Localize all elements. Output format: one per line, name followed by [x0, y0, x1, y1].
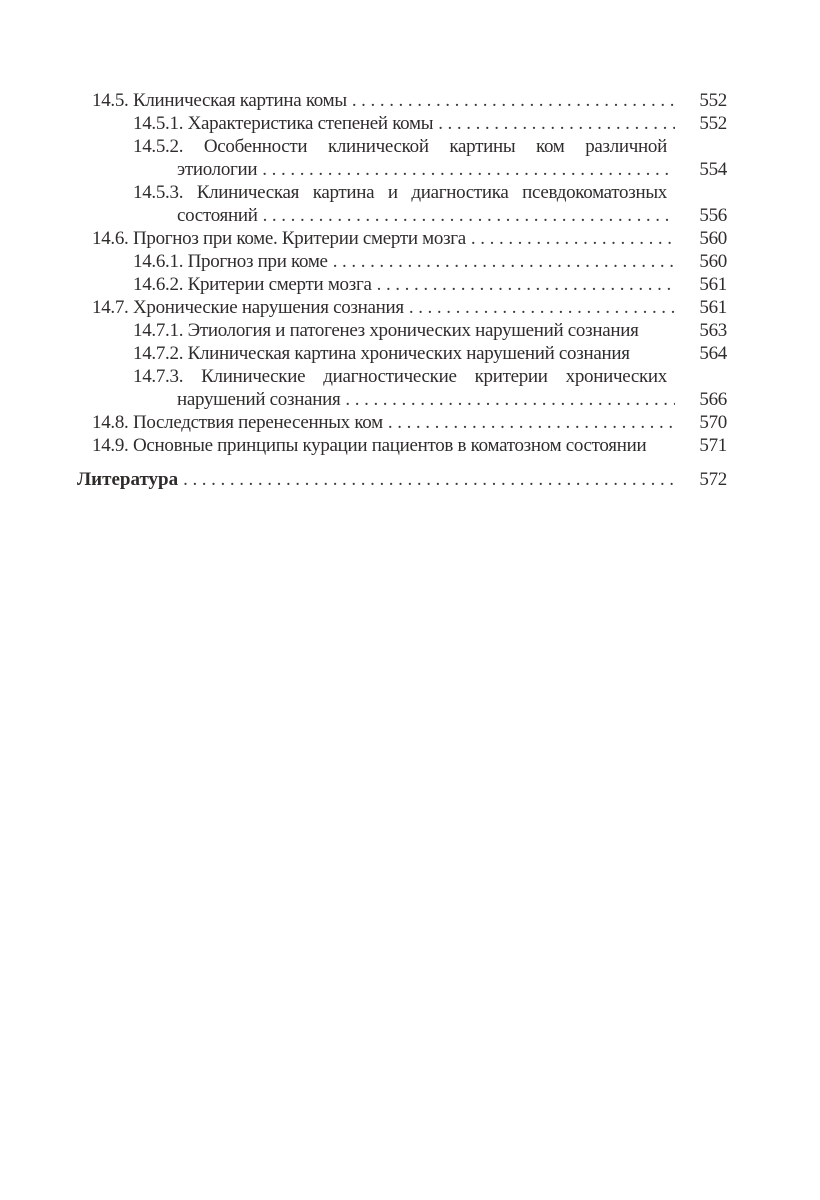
- page-number: 556: [699, 205, 727, 226]
- toc-entry-text: нарушений сознания: [177, 389, 341, 410]
- toc-entry-line: [77, 273, 727, 296]
- dot-leader: [377, 273, 675, 296]
- toc-entry-line: [77, 365, 667, 388]
- page-number: 564: [699, 343, 727, 364]
- toc-entry-text: 14.5.2. Особенности клинической картины ком различной: [133, 136, 667, 157]
- toc-entry-line: [77, 342, 727, 365]
- toc-entry-text: Литература: [77, 469, 179, 490]
- toc-entry-line: [77, 227, 727, 250]
- toc-entry-text: 14.5.3. Клиническая картина и диагностика псевдокоматозных: [133, 182, 667, 203]
- dot-leader: [262, 158, 675, 181]
- toc-entry-text: 14.9. Основные принципы курации пациентов в коматозном состоянии: [92, 435, 647, 456]
- toc-entry-line: [77, 112, 727, 135]
- dot-leader: [471, 227, 675, 250]
- page-number: 552: [699, 90, 727, 111]
- toc-entry-text: этиологии: [177, 159, 258, 180]
- toc-entry-text: 14.7.2. Клиническая картина хронических нарушений сознания: [133, 343, 630, 364]
- dot-leader: [263, 204, 675, 227]
- toc-entry-text: 14.6. Прогноз при коме. Критерии смерти мозга: [92, 228, 466, 249]
- dot-leader: [183, 468, 675, 491]
- page-number: 572: [699, 469, 727, 490]
- toc-entry-line: [77, 411, 727, 434]
- page-number: 560: [699, 251, 727, 272]
- toc-entry-line: [77, 181, 667, 204]
- toc-entry-text: 14.5. Клиническая картина комы: [92, 90, 347, 111]
- toc-entry-text: состояний: [177, 205, 258, 226]
- page-number: 563: [699, 320, 727, 341]
- page-number: 561: [699, 274, 727, 295]
- toc-entry-text: 14.8. Последствия перенесенных ком: [92, 412, 383, 433]
- toc-entry-line: [77, 135, 667, 158]
- toc-entry-text: 14.5.1. Характеристика степеней комы: [133, 113, 434, 134]
- dot-leader: [438, 112, 675, 135]
- toc-entry-text: 14.7.3. Клинические диагностические критерии хронических: [133, 366, 667, 387]
- toc-entry-line: [77, 468, 727, 491]
- toc-entry-line: [77, 89, 727, 112]
- toc-entry-line: [77, 434, 727, 457]
- toc-entry-line: [77, 319, 727, 342]
- toc-list: [77, 89, 727, 491]
- toc-entry-text: 14.6.2. Критерии смерти мозга: [133, 274, 372, 295]
- toc-entry-line: [77, 388, 727, 411]
- toc-entry-line: [77, 250, 727, 273]
- dot-leader: [409, 296, 675, 319]
- toc-entry-line: [77, 158, 727, 181]
- toc-entry-line: [77, 204, 727, 227]
- toc-entry-text: 14.7.1. Этиология и патогенез хронических нарушений сознания: [133, 320, 639, 341]
- toc-entry-text: 14.7. Хронические нарушения сознания: [92, 297, 404, 318]
- page-number: 552: [699, 113, 727, 134]
- page-number: 560: [699, 228, 727, 249]
- page-number: 554: [699, 159, 727, 180]
- page-number: 571: [699, 435, 727, 456]
- toc-entry-text: 14.6.1. Прогноз при коме: [133, 251, 328, 272]
- toc-entry-line: [77, 296, 727, 319]
- page-number: 570: [699, 412, 727, 433]
- dot-leader: [333, 250, 675, 273]
- dot-leader: [352, 89, 675, 112]
- dot-leader: [388, 411, 675, 434]
- dot-leader: [345, 388, 675, 411]
- page-number: 566: [699, 389, 727, 410]
- page-number: 561: [699, 297, 727, 318]
